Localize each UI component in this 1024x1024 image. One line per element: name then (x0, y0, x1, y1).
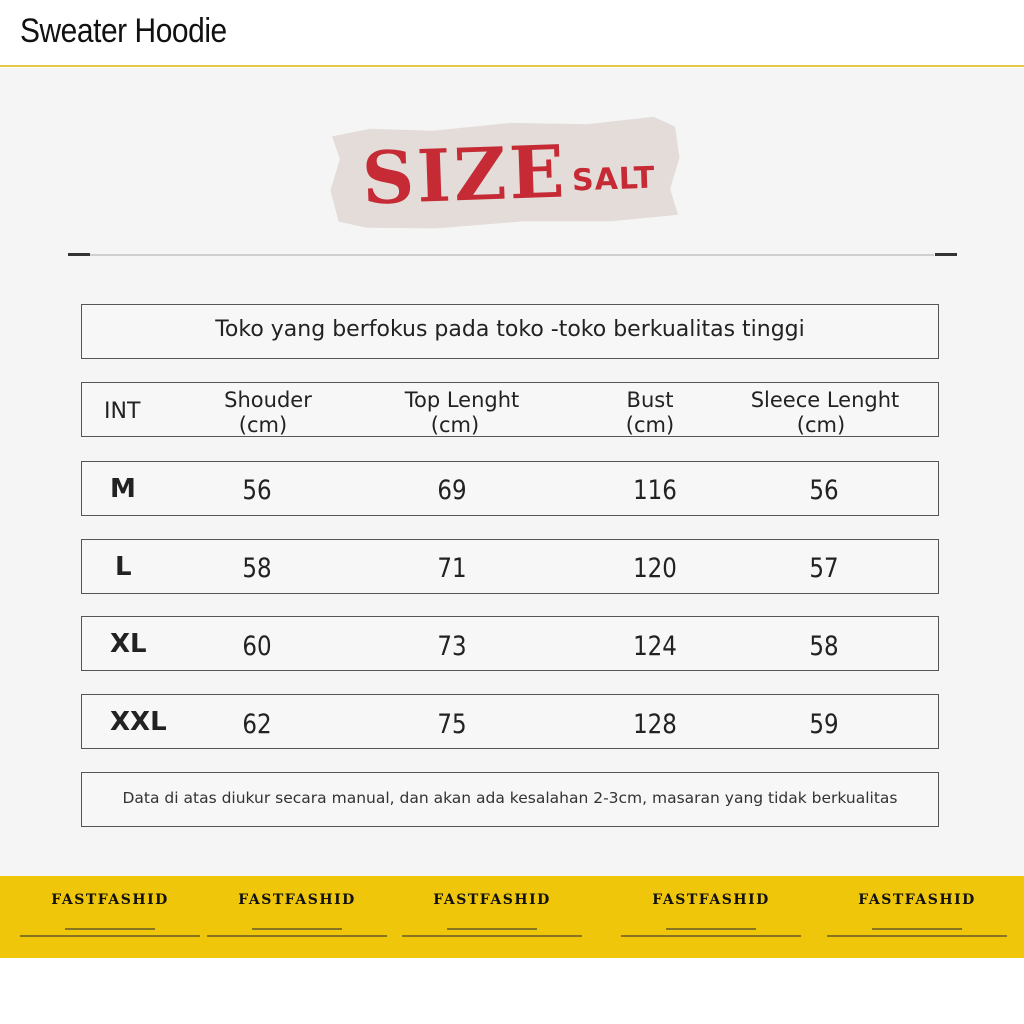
page-title: Sweater Hoodie (20, 12, 227, 50)
brand-block (10, 892, 210, 937)
col-header-sleeve-length (740, 388, 910, 438)
brand-tagline-line (447, 928, 537, 930)
divider-cap-right (935, 253, 957, 256)
brand-block (392, 892, 592, 937)
size-tag-sub: SALT (571, 160, 657, 199)
brand-name: FASTFASHID (238, 892, 356, 908)
sleeve-length-value: 57 (809, 553, 839, 584)
col-header-int: INT (104, 399, 141, 424)
col-header-shoulder (198, 388, 338, 438)
brand-tagline-line (65, 928, 155, 930)
brand-name: FASTFASHID (433, 892, 551, 908)
shoulder-value: 62 (242, 709, 272, 740)
size-label: XXL (110, 707, 167, 737)
brand-tagline-line (252, 928, 342, 930)
shoulder-value: 60 (242, 631, 272, 662)
brand-name: FASTFASHID (858, 892, 976, 908)
brand-tagline-line (402, 935, 582, 937)
col-header-shoulder-label: Shouder (224, 388, 312, 412)
brand-block (817, 892, 1017, 937)
title-underline (0, 65, 1024, 67)
brand-tagline-line (621, 935, 801, 937)
col-header-bust-unit: (cm) (625, 413, 675, 437)
divider-cap-left (68, 253, 90, 256)
intro-text: Toko yang berfokus pada toko -toko berkualitas tinggi (215, 317, 805, 342)
col-header-shoulder-unit: (cm) (238, 413, 288, 437)
bust-value: 124 (633, 631, 677, 662)
top-length-value: 71 (437, 553, 467, 584)
brand-tagline-line (666, 928, 756, 930)
top-length-value: 73 (437, 631, 467, 662)
sleeve-length-value: 58 (809, 631, 839, 662)
bust-value: 128 (633, 709, 677, 740)
divider-line (90, 254, 934, 256)
col-header-top-length-unit: (cm) (430, 413, 480, 437)
note-box (81, 772, 939, 827)
size-label: L (115, 552, 132, 582)
shoulder-value: 58 (242, 553, 272, 584)
size-label: M (110, 474, 136, 504)
col-header-top-length-label: Top Lenght (404, 388, 520, 412)
sleeve-length-value: 59 (809, 709, 839, 740)
bust-value: 116 (633, 475, 677, 506)
brand-name: FASTFASHID (652, 892, 770, 908)
brand-tagline-line (207, 935, 387, 937)
col-header-bust-label: Bust (626, 388, 674, 412)
size-tag-main: SIZE (360, 128, 569, 221)
brand-block (197, 892, 397, 937)
top-length-value: 69 (437, 475, 467, 506)
brand-tagline-line (827, 935, 1007, 937)
top-length-value: 75 (437, 709, 467, 740)
brand-tagline-line (20, 935, 200, 937)
col-header-sleeve-length-label: Sleece Lenght (750, 388, 900, 412)
bust-value: 120 (633, 553, 677, 584)
brand-tagline-line (872, 928, 962, 930)
col-header-bust (590, 388, 710, 438)
intro-box (81, 304, 939, 359)
col-header-sleeve-length-unit: (cm) (796, 413, 846, 437)
shoulder-value: 56 (242, 475, 272, 506)
brand-block (611, 892, 811, 937)
col-header-top-length (382, 388, 542, 438)
note-text: Data di atas diukur secara manual, dan akan ada kesalahan 2-3cm, masaran yang tidak berkualitas (122, 789, 898, 807)
sleeve-length-value: 56 (809, 475, 839, 506)
brand-name: FASTFASHID (51, 892, 169, 908)
size-label: XL (110, 629, 147, 659)
